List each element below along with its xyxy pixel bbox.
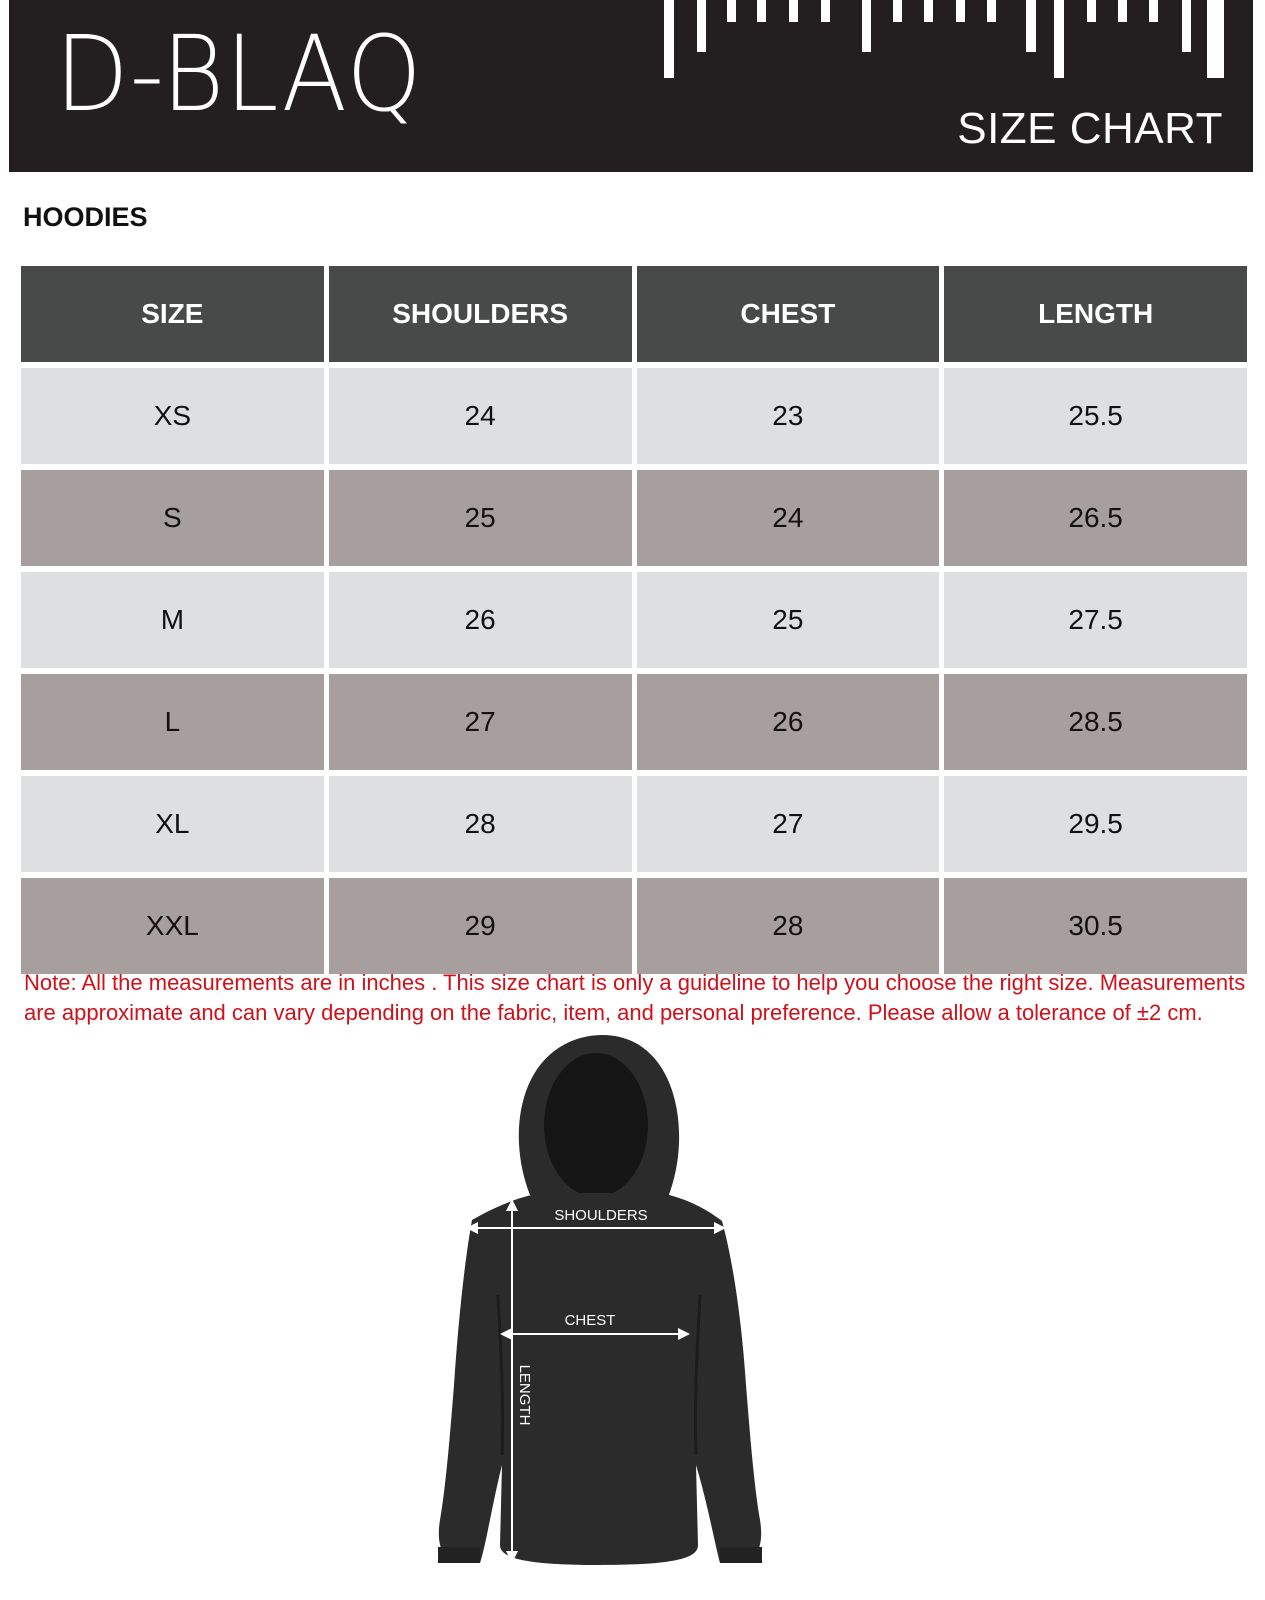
shoulders-label: SHOULDERS	[554, 1207, 648, 1224]
measurement-note: Note: All the measurements are in inches . This size chart is only a guideline to help you choose the right size. Measurements are approximate and can vary depending on the fabric, item, and personal preference. Please allow a tolerance of ±2 cm.	[24, 970, 1246, 1025]
size-table	[16, 260, 1252, 980]
hoodie-body	[439, 1193, 761, 1565]
cell-shoulders: 29	[329, 878, 632, 974]
column-header-shoulders: SHOULDERS	[329, 266, 632, 362]
chest-label: CHEST	[564, 1312, 616, 1329]
hoodie-measurement-diagram	[420, 1035, 780, 1600]
cell-shoulders: 27	[329, 674, 632, 770]
hood-opening	[544, 1053, 648, 1197]
column-header-chest: CHEST	[637, 266, 940, 362]
cell-chest: 23	[637, 368, 940, 464]
cell-chest: 28	[637, 878, 940, 974]
cell-length: 30.5	[944, 878, 1247, 974]
table-row	[21, 572, 1247, 668]
cell-chest: 27	[637, 776, 940, 872]
cell-length: 28.5	[944, 674, 1247, 770]
brand-logo: D-BLAQ	[55, 13, 423, 135]
table-row	[21, 470, 1247, 566]
section-title: HOODIES	[23, 202, 148, 232]
cell-size: M	[21, 572, 324, 668]
left-cuff	[438, 1547, 480, 1563]
length-label: LENGTH	[516, 1364, 533, 1426]
cell-size: XL	[21, 776, 324, 872]
size-chart-title: SIZE CHART	[957, 104, 1223, 153]
cell-shoulders: 28	[329, 776, 632, 872]
cell-chest: 24	[637, 470, 940, 566]
cell-size: XS	[21, 368, 324, 464]
cell-shoulders: 26	[329, 572, 632, 668]
right-cuff	[720, 1547, 762, 1563]
table-row	[21, 878, 1247, 974]
cell-length: 26.5	[944, 470, 1247, 566]
cell-size: XXL	[21, 878, 324, 974]
cell-size: L	[21, 674, 324, 770]
cell-shoulders: 25	[329, 470, 632, 566]
table-row	[21, 368, 1247, 464]
table-row	[21, 776, 1247, 872]
cell-chest: 26	[637, 674, 940, 770]
cell-size: S	[21, 470, 324, 566]
column-header-length: LENGTH	[944, 266, 1247, 362]
cell-chest: 25	[637, 572, 940, 668]
cell-shoulders: 24	[329, 368, 632, 464]
table-row	[21, 674, 1247, 770]
table-header-row	[21, 266, 1247, 362]
cell-length: 29.5	[944, 776, 1247, 872]
cell-length: 27.5	[944, 572, 1247, 668]
header-banner	[9, 0, 1253, 172]
cell-length: 25.5	[944, 368, 1247, 464]
column-header-size: SIZE	[21, 266, 324, 362]
